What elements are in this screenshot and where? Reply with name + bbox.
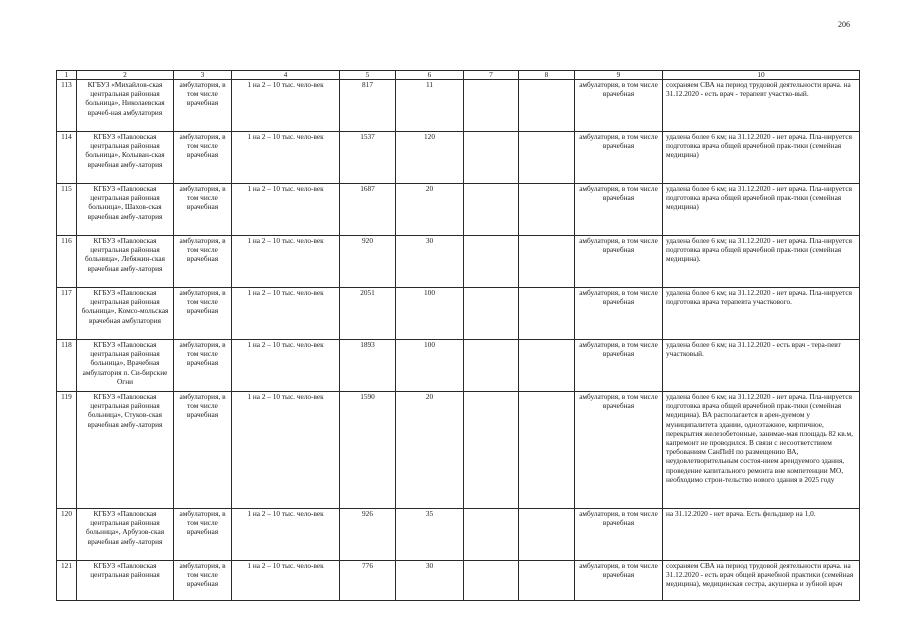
row-number: 113 — [57, 80, 77, 132]
organization-name: КГБУЗ «Павловская центральная районная больница», Стуков-ская врачебная амбу-латория — [77, 392, 174, 509]
column-8-cell — [519, 340, 575, 392]
column-8-cell — [519, 392, 575, 509]
table-row — [57, 80, 860, 132]
organization-name: КГБУЗ «Павловская центральная районная больница», Арбузов-ская врачебная амбу-латория — [77, 509, 174, 561]
column-number: 2 — [77, 71, 174, 80]
table-row — [57, 340, 860, 392]
organization-name: КГБУЗ «Павловская центральная районная больница», Лебяжин-ская врачебная амбу-латория — [77, 236, 174, 288]
population-served: 776 — [340, 561, 396, 601]
population-norm: 1 на 2 – 10 тыс. чело-век — [232, 340, 340, 392]
population-served: 926 — [340, 509, 396, 561]
row-number: 121 — [57, 561, 77, 601]
population-served: 2051 — [340, 288, 396, 340]
row-number: 116 — [57, 236, 77, 288]
note-text: удалена более 6 км; на 31.12.2020 - нет врача. Пла-нируется подготовка врача общей врачебной прак-тики (семейная медицина). ВА располагается в арен-дуемом у муниципалитета здании, одноэтажное, кирпичное, перекрытия железобетонные, занимае-мая площадь 82 кв.м, капремонт не проводился. В связи с несоответствием требованиям СанПиН по размещению ВА, неудовлетворительным состоя-нием арендуемого здания, проведение капитального ремонта вне компетенции МО, необходимо строи-тельство нового здания в 2025 году — [663, 392, 860, 509]
note-text: удалена более 6 км; на 31.12.2020 - нет врача. Пла-нируется подготовка врача общей врачебной прак-тики (семейная медицина). — [663, 236, 860, 288]
row-number: 117 — [57, 288, 77, 340]
column-number: 5 — [340, 71, 396, 80]
column-number: 8 — [519, 71, 575, 80]
table-row — [57, 561, 860, 601]
note-text: сохраняем СВА на период трудовой деятельности врача. на 31.12.2020 - есть врач - терапевт участко-вый. — [663, 80, 860, 132]
population-served: 1893 — [340, 340, 396, 392]
recommended-type: амбулатория, в том числе врачебная — [575, 509, 663, 561]
table-row — [57, 236, 860, 288]
column-7-cell — [464, 561, 519, 601]
column-7-cell — [464, 236, 519, 288]
organization-name: КГБУЗ «Михайлов-ская центральная районная больница», Николаевская врачеб-ная амбулатория — [77, 80, 174, 132]
distance-value: 100 — [396, 340, 464, 392]
column-8-cell — [519, 509, 575, 561]
note-text: удалена более 6 км; на 31.12.2020 - нет врача. Пла-нируется подготовка врача терапевта участкового. — [663, 288, 860, 340]
row-number: 114 — [57, 132, 77, 184]
column-number: 3 — [174, 71, 232, 80]
note-text: удалена более 6 км; на 31.12.2020 - нет врача. Пла-нируется подготовка врача общей врачебной прак-тики (семейная медицина) — [663, 132, 860, 184]
population-norm: 1 на 2 – 10 тыс. чело-век — [232, 561, 340, 601]
row-number: 118 — [57, 340, 77, 392]
column-8-cell — [519, 80, 575, 132]
organization-name: КГБУЗ «Павловская центральная районная больница», Врачебная амбулатория п. Си-бирские Огни — [77, 340, 174, 392]
table-row — [57, 392, 860, 509]
column-8-cell — [519, 288, 575, 340]
note-text: удалена более 6 км; на 31.12.2020 - нет врача. Пла-нируется подготовка врача общей врачебной прак-тики (семейная медицина) — [663, 184, 860, 236]
population-norm: 1 на 2 – 10 тыс. чело-век — [232, 392, 340, 509]
table-row — [57, 509, 860, 561]
distance-value: 11 — [396, 80, 464, 132]
note-text: на 31.12.2020 - нет врача. Есть фельдшер на 1,0. — [663, 509, 860, 561]
column-number: 9 — [575, 71, 663, 80]
population-norm: 1 на 2 – 10 тыс. чело-век — [232, 236, 340, 288]
page-number: 206 — [838, 20, 850, 29]
organization-name: КГБУЗ «Павловская центральная районная больница», Колыван-ская врачебная амбу-латория — [77, 132, 174, 184]
recommended-type: амбулатория, в том числе врачебная — [575, 561, 663, 601]
row-number: 115 — [57, 184, 77, 236]
column-7-cell — [464, 392, 519, 509]
table-row — [57, 132, 860, 184]
column-8-cell — [519, 236, 575, 288]
facility-type: амбулатория, в том числе врачебная — [174, 392, 232, 509]
column-number: 7 — [464, 71, 519, 80]
column-8-cell — [519, 132, 575, 184]
facility-type: амбулатория, в том числе врачебная — [174, 288, 232, 340]
distance-value: 30 — [396, 561, 464, 601]
facility-type: амбулатория, в том числе врачебная — [174, 561, 232, 601]
column-8-cell — [519, 561, 575, 601]
organization-name: КГБУЗ «Павловская центральная районная больница», Комсо-мольская врачебная амбулатория — [77, 288, 174, 340]
recommended-type: амбулатория, в том числе врачебная — [575, 184, 663, 236]
population-norm: 1 на 2 – 10 тыс. чело-век — [232, 80, 340, 132]
column-7-cell — [464, 288, 519, 340]
column-7-cell — [464, 80, 519, 132]
column-number: 10 — [663, 71, 860, 80]
distance-value: 120 — [396, 132, 464, 184]
column-7-cell — [464, 509, 519, 561]
column-number: 4 — [232, 71, 340, 80]
column-7-cell — [464, 340, 519, 392]
column-number: 1 — [57, 71, 77, 80]
distance-value: 35 — [396, 509, 464, 561]
organization-name: КГБУЗ «Павловская центральная районная больница», Шахов-ская врачебная амбу-латория — [77, 184, 174, 236]
population-served: 817 — [340, 80, 396, 132]
column-number: 6 — [396, 71, 464, 80]
facility-type: амбулатория, в том числе врачебная — [174, 236, 232, 288]
row-number: 119 — [57, 392, 77, 509]
facility-type: амбулатория, в том числе врачебная — [174, 340, 232, 392]
recommended-type: амбулатория, в том числе врачебная — [575, 236, 663, 288]
population-served: 1687 — [340, 184, 396, 236]
population-norm: 1 на 2 – 10 тыс. чело-век — [232, 132, 340, 184]
distance-value: 20 — [396, 392, 464, 509]
population-served: 1590 — [340, 392, 396, 509]
facility-type: амбулатория, в том числе врачебная — [174, 132, 232, 184]
column-7-cell — [464, 184, 519, 236]
distance-value: 100 — [396, 288, 464, 340]
column-8-cell — [519, 184, 575, 236]
facility-type: амбулатория, в том числе врачебная — [174, 184, 232, 236]
population-served: 1537 — [340, 132, 396, 184]
facility-type: амбулатория, в том числе врачебная — [174, 509, 232, 561]
recommended-type: амбулатория, в том числе врачебная — [575, 80, 663, 132]
recommended-type: амбулатория, в том числе врачебная — [575, 392, 663, 509]
row-number: 120 — [57, 509, 77, 561]
recommended-type: амбулатория, в том числе врачебная — [575, 288, 663, 340]
column-7-cell — [464, 132, 519, 184]
column-number-row — [57, 71, 860, 80]
table-row — [57, 184, 860, 236]
distance-value: 30 — [396, 236, 464, 288]
note-text: удалена более 6 км; на 31.12.2020 - есть врач - тера-певт участковый. — [663, 340, 860, 392]
population-norm: 1 на 2 – 10 тыс. чело-век — [232, 509, 340, 561]
population-served: 920 — [340, 236, 396, 288]
table-row — [57, 288, 860, 340]
register-table — [56, 70, 860, 601]
recommended-type: амбулатория, в том числе врачебная — [575, 132, 663, 184]
recommended-type: амбулатория, в том числе врачебная — [575, 340, 663, 392]
note-text: сохраняем СВА на период трудовой деятельности врача. на 31.12.2020 - есть врач общей врачебной практики (семейная медицина), медицинская сестра, акушерка и зубной врач — [663, 561, 860, 601]
distance-value: 20 — [396, 184, 464, 236]
population-norm: 1 на 2 – 10 тыс. чело-век — [232, 288, 340, 340]
population-norm: 1 на 2 – 10 тыс. чело-век — [232, 184, 340, 236]
organization-name: КГБУЗ «Павловская центральная районная — [77, 561, 174, 601]
facility-type: амбулатория, в том числе врачебная — [174, 80, 232, 132]
